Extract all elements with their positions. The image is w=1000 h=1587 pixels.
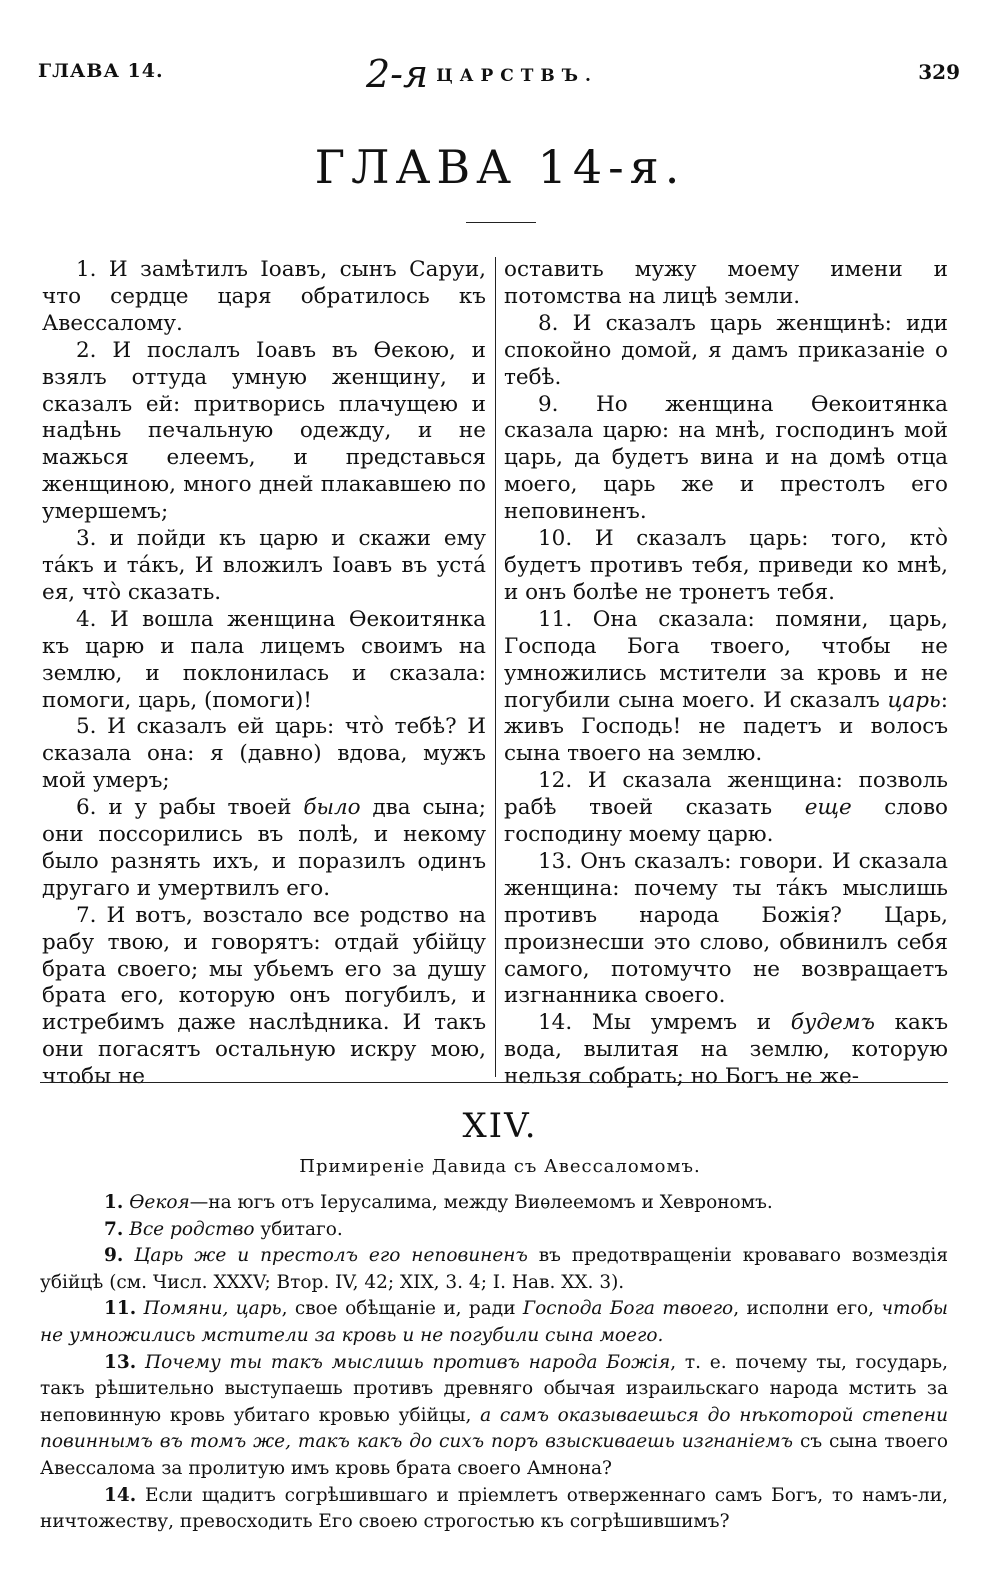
verse (42, 903, 486, 1091)
note-text: , т. е. почему ты, государь, такъ рѣшительно выступаешь противъ древняго обычая израильскаго народа мстить за неповинную кровь убитаго кровью убійцы, (40, 1351, 948, 1426)
verse-text: 3. и пойди къ царю и скажи ему та́къ и та́къ, И вложилъ Іоавъ въ уста́ ея, что̀ сказать. (42, 526, 486, 605)
note-text: —на югъ отъ Іерусалима, между Виѳлеемомъ и Хеврономъ. (189, 1192, 773, 1213)
verse-text: 2. И послалъ Іоавъ въ Ѳекою, и взялъ оттуда умную женщину, и сказалъ ей: притворись плачущею и надѣнь печальную одежду, и не мажься елеемъ, и представься женщиною, много дней плакавшею по умершемъ; (42, 337, 486, 525)
verse (504, 768, 948, 849)
verse-italic-word: еще (804, 795, 852, 821)
verse (504, 849, 948, 1010)
note-reference: 14. (104, 1484, 137, 1506)
verse-text: 14. Мы умремъ и (538, 1010, 791, 1036)
verse-text: 5. И сказалъ ей царь: что̀ тебѣ? И сказала она: я (давно) вдова, мужъ мой умеръ; (42, 714, 486, 794)
verse (42, 714, 486, 795)
note-reference: 13. (104, 1351, 137, 1373)
note-reference: 11. (104, 1298, 137, 1320)
verse (42, 338, 486, 526)
commentary-note (40, 1350, 948, 1483)
left-column (42, 257, 486, 1091)
column-divider (495, 257, 496, 1077)
note-italic-text: Почему ты такъ мыслишь противъ народа Божія (144, 1351, 671, 1373)
commentary-notes (40, 1190, 948, 1536)
note-italic-text: Господа Бога твоего (522, 1298, 734, 1320)
verse-text: 1. И замѣтилъ Іоавъ, сынъ Саруи, что сердце царя обратилось къ Авессалому. (42, 257, 486, 336)
verse-italic-word: было (303, 795, 361, 821)
verse-text: : живъ Господь! не падетъ и волосъ сына твоего на землю. (504, 687, 948, 767)
note-reference: 9. (104, 1245, 124, 1267)
note-text: въ предотвращеніи кроваваго возмездія убійцѣ (см. Числ. XXXV; Втор. IV, 42; XIX, 3. 4; І. Нав. XX. 3). (40, 1245, 948, 1293)
verse-text: 7. И вотъ, возстало все родство на рабу твою, и говорятъ: отдай убійцу брата своего; мы убьемъ его за душу брата его, которую онъ погубилъ, и истребимъ даже наслѣдника. И такъ они погасятъ остальную искру мою, чтобы не (42, 902, 486, 1090)
right-column (504, 257, 948, 1091)
verse-text: 13. Онъ сказалъ: говори. И сказала женщина: почему ты та́къ мыслишь противъ народа Божія? Царь, произнесши это слово, обвинилъ себя самого, потомучто не возвращаетъ изгнанника своего. (504, 848, 948, 1009)
commentary-note (40, 1483, 948, 1536)
note-reference: 1. (104, 1192, 124, 1213)
chapter-label: ГЛАВА 14. (38, 60, 164, 82)
verse-text: 11. Она сказала: помяни, царь, Господа Бога твоего, чтобы не умножились мстители за кровь и не погубили сына моего. И сказалъ (504, 606, 948, 713)
verse-text: 9. Но женщина Ѳекоитянка сказала царю: на мнѣ, господинъ мой царь, да будетъ вина и на домѣ отца моего, царь же и престолъ его неповиненъ. (504, 391, 948, 525)
verse (504, 257, 948, 311)
handwritten-book-number: 2-я (366, 52, 429, 96)
verse (42, 607, 486, 715)
page-number: 329 (918, 60, 960, 84)
note-reference: 7. (104, 1218, 124, 1240)
commentary-subtitle: Примиреніе Давида съ Авессаломомъ. (299, 1156, 701, 1177)
verse-text: 10. И сказалъ царь: того, кто̀ будетъ противъ тебя, приведи ко мнѣ, и онъ болѣе не тронетъ тебя. (504, 526, 948, 605)
commentary-note (40, 1190, 948, 1217)
note-italic-text: Царь же и престолъ его неповиненъ (134, 1245, 528, 1267)
verse (42, 795, 486, 903)
verse-italic-word: царь (887, 687, 941, 713)
verse-text: какъ вода, вылитая на землю, которую нельзя собрать; но Богъ не же- (504, 1010, 948, 1090)
book-name: ЦАРСТВЪ. (436, 66, 598, 86)
running-header (38, 52, 960, 96)
note-italic-text: Ѳекоя (129, 1192, 190, 1213)
note-italic-text: чтобы не умножились мстители за кровь и не погубили сына моего. (40, 1298, 948, 1346)
verse-text: слово господину моему царю. (504, 795, 948, 848)
verse-text: 8. И сказалъ царь женщинѣ: иди спокойно домой, я дамъ приказаніе о тебѣ. (504, 310, 948, 390)
verse-text: оставить мужу моему имени и потомства на лицѣ земли. (504, 257, 948, 309)
note-italic-text: Помяни, царь (143, 1298, 282, 1320)
title-divider (466, 222, 536, 223)
note-text: , исполни его, (733, 1298, 882, 1320)
verse (42, 257, 486, 338)
note-italic-text: а самъ оказываешься до нѣкоторой степени повиннымъ въ томъ же, такъ какъ до сихъ поръ взыскиваешь изгнаніемъ (40, 1404, 949, 1453)
scripture-text (42, 257, 948, 1090)
commentary-note (40, 1243, 948, 1296)
verse-text: 6. и у рабы твоей (76, 795, 304, 821)
verse (504, 1010, 948, 1091)
note-text: Если щадитъ согрѣшившаго и пріемлетъ отверженнаго самъ Богъ, то намъ-ли, ничтожеству, превосходить Его своею строгостью къ согрѣшившимъ? (40, 1484, 948, 1533)
verse-text: два сына; они поссорились въ полѣ, и некому было разнять ихъ, и поразилъ одинъ другаго и умертвилъ его. (42, 795, 486, 901)
verse (504, 311, 948, 392)
verse-text: 4. И вошла женщина Ѳекоитянка къ царю и пала лицемъ своимъ на землю, и поклонилась и сказала: помоги, царь, (помоги)! (42, 606, 486, 713)
verse (504, 392, 948, 527)
text-commentary-divider (40, 1082, 948, 1083)
note-text: убитаго. (254, 1218, 343, 1240)
commentary-note (40, 1296, 948, 1349)
note-text: , свое обѣщаніе и, ради (281, 1298, 523, 1320)
commentary-note (40, 1217, 948, 1244)
chapter-title: ГЛАВА 14-я. (314, 140, 686, 194)
verse (42, 526, 486, 607)
verse-text: 12. И сказала женщина: позволь рабѣ твоей сказать (504, 768, 948, 821)
note-italic-text: Все родство (129, 1218, 255, 1240)
verse-italic-word: будемъ (790, 1010, 875, 1036)
commentary-section-number: XIV. (462, 1106, 538, 1146)
verse (504, 607, 948, 768)
verse (504, 526, 948, 607)
note-text: съ сына твоего Авессалома за пролитую имъ кровь брата своего Амнона? (40, 1431, 948, 1479)
book-title (366, 52, 598, 96)
